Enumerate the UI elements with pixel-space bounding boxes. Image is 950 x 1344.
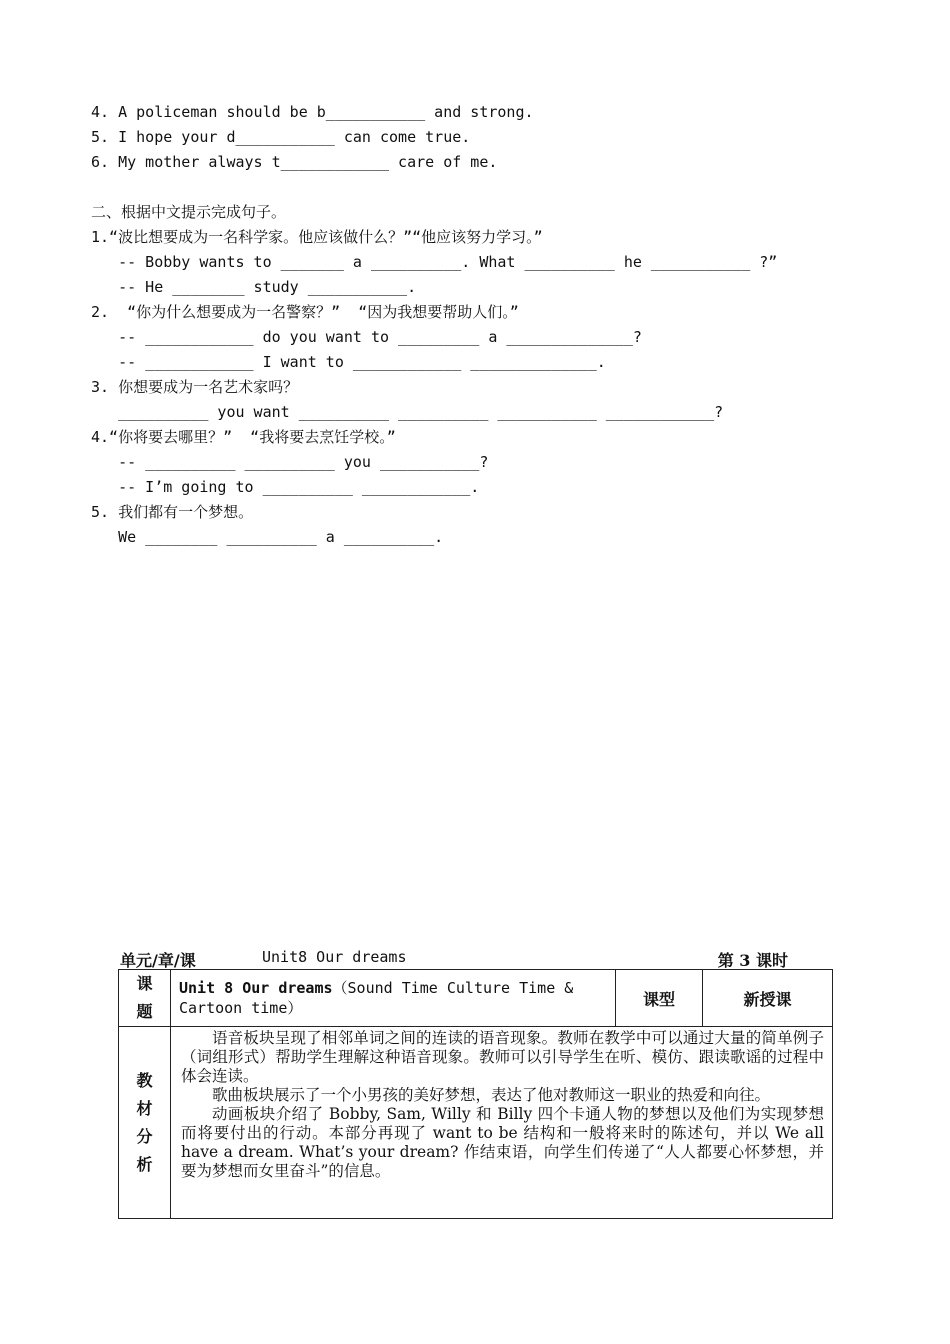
- exercise-item-6: 6. My mother always t____________ care of me.: [91, 153, 498, 171]
- topic-label-cell: [119, 970, 171, 1027]
- question-2-line-b: -- ____________ I want to ____________ ______________.: [91, 353, 606, 371]
- analysis-label-cell: [119, 1027, 171, 1219]
- question-1-line-b: -- He ________ study ___________.: [91, 278, 417, 296]
- exercise-item-5: 5. I hope your d___________ can come true.: [91, 128, 471, 146]
- topic-subtitle: （Sound Time Culture Time & Cartoon time）: [179, 979, 574, 1017]
- question-1-prompt: 1.“波比想要成为一名科学家。他应该做什么？”“他应该努力学习。”: [91, 228, 543, 246]
- question-5-line-a: We ________ __________ a __________.: [91, 528, 444, 546]
- analysis-label-char-4: 析: [136, 1154, 153, 1174]
- analysis-label-char-1: 教: [136, 1070, 153, 1090]
- question-4-line-b: -- I’m going to __________ ____________.: [91, 478, 480, 496]
- question-2-prompt: 2. “你为什么想要成为一名警察？” “因为我想要帮助人们。”: [91, 303, 519, 321]
- analysis-paragraph-phonics: 语音板块呈现了相邻单词之间的连读的语音现象。教师在教学中可以通过大量的简单例子（词组形式）帮助学生理解这种语音现象。教师可以引导学生在听、模仿、跟读歌谣的过程中体会连读。: [181, 1029, 824, 1085]
- lesson-type-value: 新授课: [703, 970, 833, 1027]
- question-4-line-a: -- __________ __________ you ___________?: [91, 453, 489, 471]
- topic-title: Unit 8 Our dreams: [179, 979, 333, 997]
- lesson-header-label: 单元/章/课: [120, 951, 196, 970]
- analysis-label-char-2: 材: [136, 1098, 153, 1118]
- topic-row: [119, 970, 833, 1027]
- question-3-line-a: __________ you want __________ __________ ___________ ____________?: [91, 403, 724, 421]
- question-3-prompt: 3. 你想要成为一名艺术家吗？: [91, 378, 299, 396]
- analysis-row: [119, 1027, 833, 1219]
- lesson-header-unit: Unit8 Our dreams: [262, 948, 407, 966]
- topic-label-char-2: 题: [136, 1002, 153, 1021]
- section-title-translate: 二、根据中文提示完成句子。: [91, 203, 287, 221]
- question-2-line-a: -- ____________ do you want to _________ a ______________?: [91, 328, 642, 346]
- analysis-paragraph-song: 歌曲板块展示了一个小男孩的美好梦想，表达了他对教师这一职业的热爱和向往。: [212, 1086, 771, 1104]
- question-5-prompt: 5. 我们都有一个梦想。: [91, 503, 254, 521]
- lesson-plan-table: [118, 969, 833, 1219]
- analysis-label-char-3: 分: [136, 1126, 153, 1146]
- exercise-item-4: 4. A policeman should be b___________ and strong.: [91, 103, 534, 121]
- question-1-line-a: -- Bobby wants to _______ a __________. What __________ he ___________ ?”: [91, 253, 778, 271]
- lesson-header-period: 第 3 课时: [717, 951, 788, 970]
- topic-value-cell: [171, 970, 616, 1027]
- topic-label-char-1: 课: [136, 974, 153, 993]
- question-4-prompt: 4.“你将要去哪里？” “我将要去烹饪学校。”: [91, 428, 396, 446]
- analysis-paragraph-cartoon: 动画板块介绍了 Bobby, Sam, Willy 和 Billy 四个卡通人物的梦想以及他们为实现梦想而将要付出的行动。本部分再现了 want to be 结构和一般将来时的陈述句，并以 We all have a dream. What’s your dream? 作结束语，向学生们传递了“人人都要心怀梦想，并要为梦想而女里奋斗”的信息。: [181, 1105, 824, 1180]
- analysis-text-cell: [171, 1027, 833, 1219]
- lesson-header: [120, 948, 832, 970]
- lesson-type-label: 课型: [616, 970, 703, 1027]
